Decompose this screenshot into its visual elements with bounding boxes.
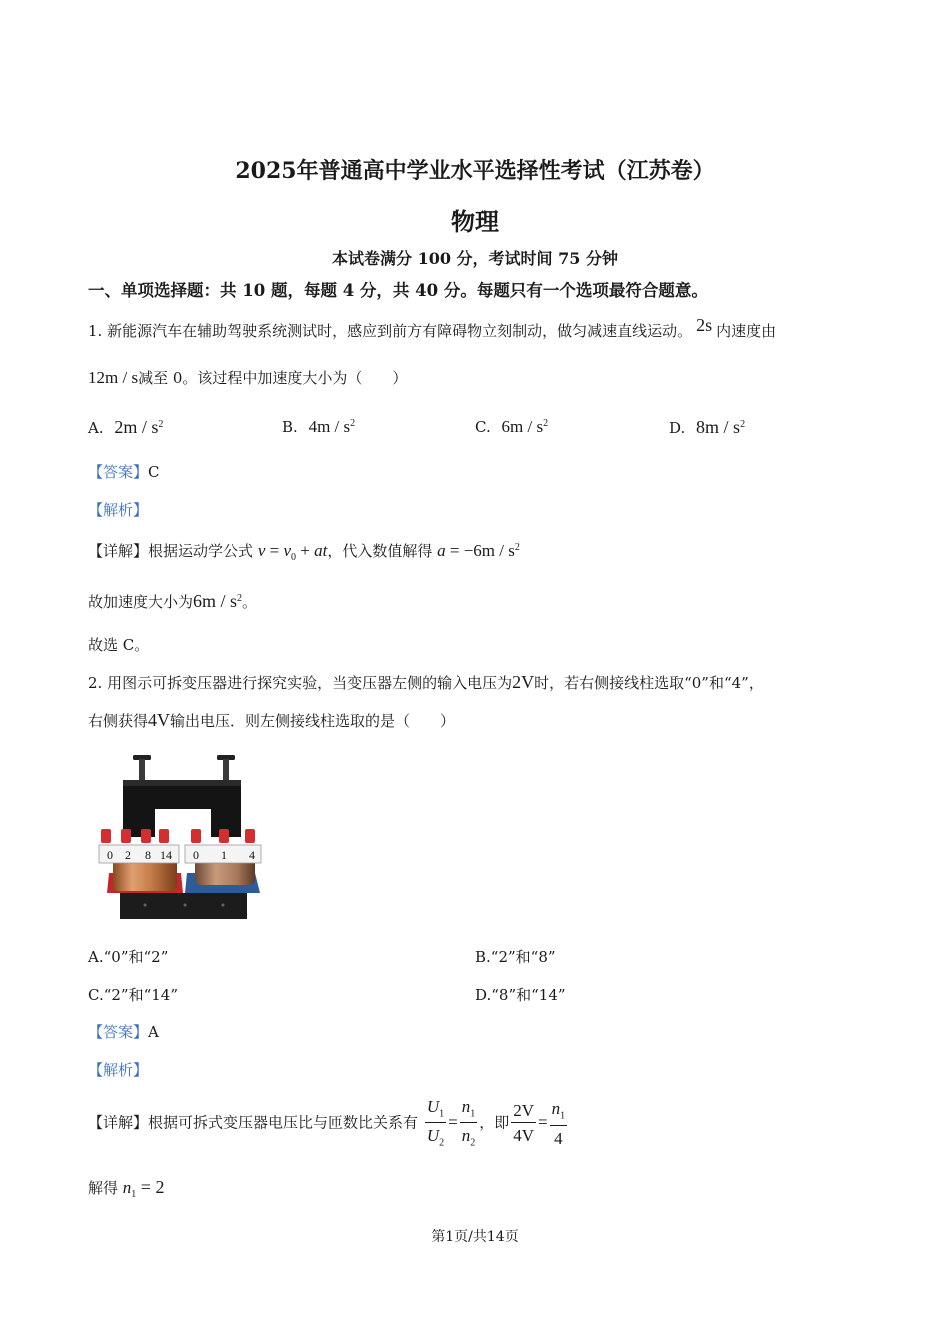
q2-analysis-tag: 【解析】	[88, 1061, 149, 1079]
q1-option-a: A. $2m / s^2$	[88, 417, 164, 437]
left-terminal-label: 2	[125, 848, 131, 862]
fraction-n1-4: $\frac{n_1}{4}$	[551, 1099, 566, 1148]
right-terminal-label: 1	[221, 848, 227, 862]
left-terminal-label: 8	[145, 848, 151, 862]
q2-option-d: D.“8”和“14”	[475, 986, 566, 1004]
section-heading: 一、单项选择题：共 10 题，每题 4 分，共 40 分。每题只有一个选项最符合题意。	[88, 281, 708, 300]
q2-option-a: A.“0”和“2”	[88, 948, 169, 966]
q1-option-c: C. $6m / s^2$	[475, 417, 549, 436]
fraction-2v-4v: $\frac{2V}{4V}$	[513, 1101, 534, 1146]
q1-option-d: D. $8m / s^2$	[669, 417, 746, 437]
q1-line1: 1. 新能源汽车在辅助驾驶系统测试时，感应到前方有障碍物立刻制动，做匀减速直线运动。 2s 内速度由	[88, 315, 777, 340]
clamp-screw-left	[133, 755, 151, 781]
q1-conclusion: 故加速度大小为$6m / s^2$。	[88, 591, 258, 611]
q2-line1: 2. 用图示可拆变压器进行探究实验，当变压器左侧的输入电压为2V时，若右侧接线柱选取“0”和“4”，	[88, 672, 764, 692]
fraction-n1-n2: $\frac{n_1}{n_2}$	[461, 1097, 476, 1149]
q2-option-c: C.“2”和“14”	[88, 986, 179, 1004]
left-terminal-label: 0	[107, 848, 113, 862]
q2-detail: 【详解】根据可拆式变压器电压比与匝数比关系有 $\frac{U_1}{U_2}$ = $\frac{n_1}{n_2}$ ，即 $\frac{2V}{4V}$ = $\frac{n_1}{4}$	[88, 1097, 566, 1149]
base-block	[120, 893, 247, 919]
page-number: 第1页/共14页	[431, 1229, 519, 1245]
fraction-u1-u2: $\frac{U_1}{U_2}$	[426, 1097, 445, 1149]
q1-detail: 【详解】根据运动学公式 $v = v_0$ + at，代入数值解得 $a = -6m / s^2$	[88, 541, 520, 563]
q2-answer: 【答案】A	[88, 1023, 159, 1041]
clamp-screw-right	[217, 755, 235, 781]
right-terminal-label: 0	[193, 848, 199, 862]
exam-info: 本试卷满分 100 分，考试时间 75 分钟	[332, 249, 618, 268]
q1-line2: 12m / s减至 0。该过程中加速度大小为（ ）	[88, 368, 408, 387]
subject-title: 物理	[451, 207, 499, 236]
exam-title: 2025年普通高中学业水平选择性考试（江苏卷）	[235, 158, 715, 184]
transformer-figure	[95, 755, 280, 925]
q2-option-b: B.“2”和“8”	[475, 948, 556, 966]
q2-line2: 右侧获得4V输出电压．则左侧接线柱选取的是（ ）	[88, 710, 456, 730]
q1-choice: 故选 C。	[88, 636, 150, 654]
left-terminal-label: 14	[160, 848, 172, 862]
q1-analysis-tag: 【解析】	[88, 501, 149, 519]
iron-yoke	[123, 780, 241, 837]
right-terminal-label: 4	[249, 848, 255, 862]
q1-answer: 【答案】C	[88, 463, 160, 481]
q1-option-b: B. $4m / s^2$	[282, 417, 356, 436]
q2-solve: 解得 $n_1 = 2$	[88, 1177, 165, 1200]
